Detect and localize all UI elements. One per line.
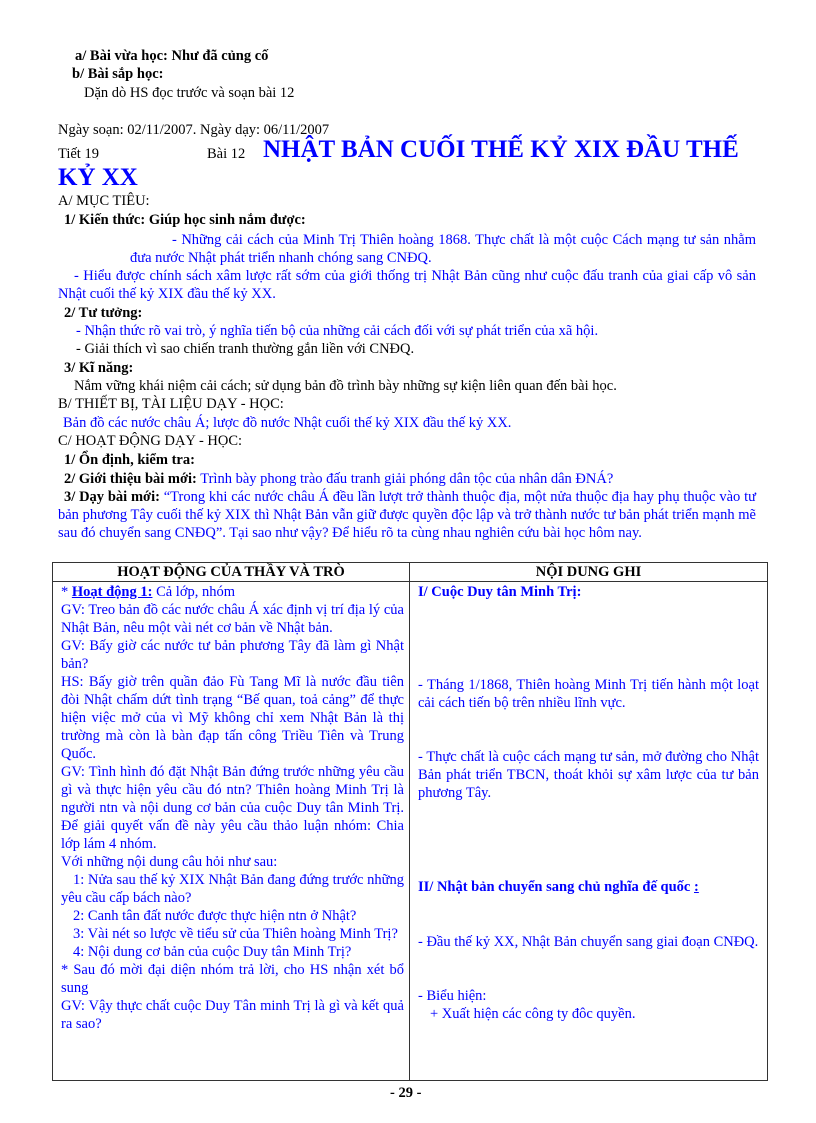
- c1-heading: 1/ Ổn định, kiểm tra:: [64, 452, 195, 468]
- homework-b-text: Dặn dò HS đọc trước và soạn bài 12: [84, 85, 295, 101]
- notes-heading-2: [418, 878, 759, 896]
- knowledge-1: - Những cải cách của Minh Trị Thiên hoàng 1868. Thực chất là một cuộc Cách mạng tư sản nhằm đưa nước Nhật phát triển nhanh chóng sang CNĐQ.: [130, 232, 756, 266]
- attitude-heading: 2/ Tư tưởng:: [64, 305, 143, 321]
- activity-1: * Hoạt động 1: Cả lớp, nhóm: [61, 584, 236, 600]
- question-2: 2: Canh tân đất nước được thực hiện ntn ở Nhật?: [73, 908, 357, 924]
- notes-r2: - Thực chất là cuộc cách mạng tư sản, mở đường cho Nhật Bản phát triển TBCN, thoát khỏi sự xâm lược của tư bản phương Tây.: [418, 749, 759, 801]
- c3-para: [58, 488, 756, 542]
- question-1: 1: Nửa sau thế kỷ XIX Nhật Bản đang đứng trước những yêu cầu cấp bách nào?: [61, 872, 404, 906]
- lesson-title-line2: KỶ XX: [58, 164, 138, 191]
- section-c-heading: C/ HOẠT ĐỘNG DẠY - HỌC:: [58, 433, 243, 449]
- left-p4: GV: Tình hình đó đặt Nhật Bản đứng trước những yêu cầu gì và thực hiện yêu cầu đó ntn? Thiên hoàng Minh Trị là người ntn và nội dung cơ bản của cuộc Duy tân Minh Trị. Để giải quyết vấn đề này yêu cầu thảo luận nhóm: Chia lớp lám 4 nhóm.: [61, 764, 404, 852]
- homework-a: a/ Bài vừa học: Như đã củng cố: [75, 48, 269, 64]
- left-p2: GV: Bấy giờ các nước tư bản phương Tây đã làm gì Nhật bản?: [61, 638, 404, 672]
- knowledge-2: - Hiểu được chính sách xâm lược rất sớm của giới thống trị Nhật Bản cũng như cuộc đấu tranh của giai cấp vô sản Nhật cuối thế kỷ XIX đầu thế kỷ XX.: [58, 268, 756, 302]
- homework-b: b/ Bài sắp học:: [72, 66, 164, 82]
- lesson-period: Tiết 19: [58, 146, 99, 162]
- c2-line: [64, 470, 613, 488]
- notes-heading-2-colon: :: [694, 879, 699, 895]
- section-b-text: Bản đồ các nước châu Á; lược đồ nước Nhật cuối thế kỷ XIX đầu thế kỷ XX.: [63, 415, 512, 431]
- question-3: 3: Vài nét so lược về tiểu sử của Thiên hoàng Minh Trị?: [73, 926, 398, 942]
- skills-heading: 3/ Kĩ năng:: [64, 360, 134, 376]
- header-activities: HOẠT ĐỘNG CỦA THẦY VÀ TRÒ: [53, 563, 409, 582]
- activity-1-label: Hoạt động 1:: [71, 584, 153, 600]
- question-4: 4: Nội dung cơ bản của cuộc Duy tân Minh Trị?: [73, 944, 352, 960]
- header-notes: NỘI DUNG GHI: [410, 563, 767, 582]
- lesson-title-line1: NHẬT BẢN CUỐI THẾ KỶ XIX ĐẦU THẾ: [263, 136, 739, 163]
- c2-label: 2/ Giới thiệu bài mới:: [64, 471, 197, 487]
- section-a-heading: A/ MỤC TIÊU:: [58, 193, 150, 209]
- attitude-2: - Giải thích vì sao chiến tranh thường gắn liền với CNĐQ.: [76, 341, 415, 357]
- left-p5: Với những nội dung câu hỏi như sau:: [61, 854, 278, 870]
- notes-r3: - Đầu thế kỷ XX, Nhật Bản chuyển sang giai đoạn CNĐQ.: [418, 934, 759, 950]
- notes-heading-1: I/ Cuộc Duy tân Minh Trị:: [418, 584, 582, 600]
- notes-r1: - Tháng 1/1868, Thiên hoàng Minh Trị tiến hành một loạt cải cách tiến bộ trên nhiều lĩnh vực.: [418, 677, 759, 711]
- notes-r4: - Biểu hiện:: [418, 988, 487, 1004]
- notes-heading-2-text: II/ Nhật bản chuyển sang chủ nghĩa đế quốc: [418, 879, 691, 895]
- activity-table: [52, 562, 768, 1081]
- c3-text: “Trong khi các nước châu Á đều lần lượt trở thành thuộc địa, một nửa thuộc địa hay phụ thuộc vào tư bản phương Tây cuối thế kỷ XIX thì Nhật Bản vẫn giữ được quyền độc lập và trở thành nước tư bản phát triển mạnh mẽ sau đó chuyển sang CNĐQ”. Tại sao như vậy? Để hiểu rõ ta cùng nhau nghiên cứu bài học hôm nay.: [58, 489, 756, 541]
- left-p1: GV: Treo bản đồ các nước châu Á xác định vị trí địa lý của Nhật Bản, nêu một vài nét cơ bản về Nhật bản.: [61, 602, 404, 636]
- page-number: - 29 -: [390, 1085, 422, 1101]
- section-b-heading: B/ THIẾT BỊ, TÀI LIỆU DẠY - HỌC:: [58, 396, 284, 412]
- dates: Ngày soạn: 02/11/2007. Ngày dạy: 06/11/2007: [58, 122, 330, 138]
- table-col-notes: [410, 563, 767, 1080]
- left-p7: GV: Vậy thực chất cuộc Duy Tân minh Trị là gì và kết quả ra sao?: [61, 998, 404, 1032]
- left-p6: * Sau đó mời đại diện nhóm trả lời, cho HS nhận xét bổ sung: [61, 962, 404, 996]
- table-col-activities: [53, 563, 410, 1080]
- c3-label: 3/ Dạy bài mới:: [64, 489, 160, 505]
- left-p3: HS: Bấy giờ trên quần đảo Fù Tang Mĩ là nước đầu tiên đòi Nhật chấm dứt tình trạng “Bế quan, toả cảng” để thực hiện việc mở của vì Mỹ không chỉ xem Nhật Bản là thị trường mà còn là bàn đạp tấn công Triều Tiên và Trung Quốc.: [61, 674, 404, 762]
- activities-content: [61, 583, 404, 1033]
- activity-1-text: Cả lớp, nhóm: [152, 584, 236, 600]
- c2-text: Trình bày phong trào đấu tranh giải phóng dân tộc của nhân dân ĐNÁ?: [200, 471, 614, 487]
- skills-1: Nắm vững khái niệm cải cách; sử dụng bản đồ trình bày những sự kiện liên quan đến bài học.: [74, 378, 617, 394]
- notes-r5: + Xuất hiện các công ty đôc quyền.: [430, 1006, 636, 1022]
- knowledge-heading: 1/ Kiến thức: Giúp học sinh nắm được:: [64, 212, 306, 228]
- lesson-number: Bài 12: [207, 146, 246, 162]
- attitude-1: - Nhận thức rõ vai trò, ý nghĩa tiến bộ của những cải cách đối với sự phát triển của xã hội.: [76, 323, 599, 339]
